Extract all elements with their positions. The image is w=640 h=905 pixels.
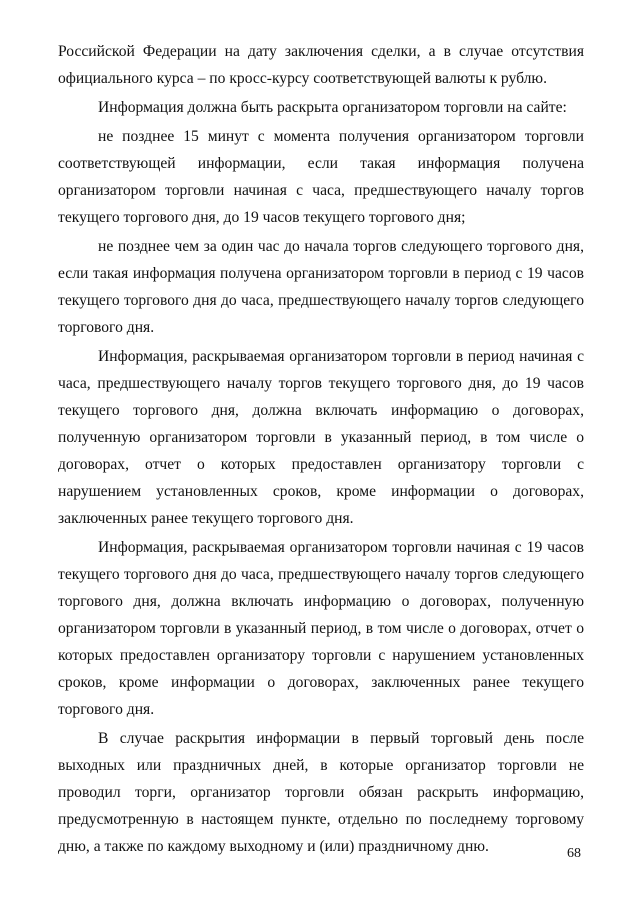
paragraph-evening-disclosure: Информация, раскрываемая организатором торговли начиная с 19 часов текущего торгового дня до часа, предшествующего началу торгов следующего торгового дня, должна включать информацию о договорах, полученную организатором торговли в указанный период, в том числе о договорах, отчет о которых предоставлен организатору торговли с нарушением установленных сроков, кроме информации о договорах, заключенных ранее текущего торгового дня. bbox=[58, 539, 584, 718]
paragraph-disclosure-intro: Информация должна быть раскрыта организатором торговли на сайте: bbox=[98, 99, 567, 116]
paragraph-deadline-15-minutes: не позднее 15 минут с момента получения организатором торговли соответствующей информации, если такая информация получена организатором торговли начиная с часа, предшествующего началу торгов текущего торгового дня, до 19 часов текущего торгового дня; bbox=[58, 128, 584, 226]
document-body bbox=[58, 38, 584, 862]
paragraph-daytime-disclosure: Информация, раскрываемая организатором торговли в период начиная с часа, предшествующего началу торгов текущего торгового дня, до 19 часов текущего торгового дня, должна включать информацию о договорах, полученную организатором торговли в указанный период, в том числе о договорах, отчет о которых предоставлен организатору торговли с нарушением установленных сроков, кроме информации о договорах, заключенных ранее текущего торгового дня. bbox=[58, 348, 584, 527]
paragraph-deadline-one-hour: не позднее чем за один час до начала торгов следующего торгового дня, если такая информация получена организатором торговли в период с 19 часов текущего торгового дня до часа, предшествующего началу торгов следующего торгового дня. bbox=[58, 238, 584, 336]
paragraph-continuation: Российской Федерации на дату заключения сделки, а в случае отсутствия официального курса – по кросс-курсу соответствующей валюты к рублю. bbox=[58, 43, 584, 87]
paragraph-holiday-disclosure: В случае раскрытия информации в первый торговый день после выходных или праздничных дней, в которые организатор торговли не проводил торги, организатор торговли обязан раскрыть информацию, предусмотренную в настоящем пункте, отдельно по последнему торговому дню, а также по каждому выходному и (или) праздничному дню. bbox=[58, 730, 584, 855]
page-number: 68 bbox=[567, 846, 581, 861]
